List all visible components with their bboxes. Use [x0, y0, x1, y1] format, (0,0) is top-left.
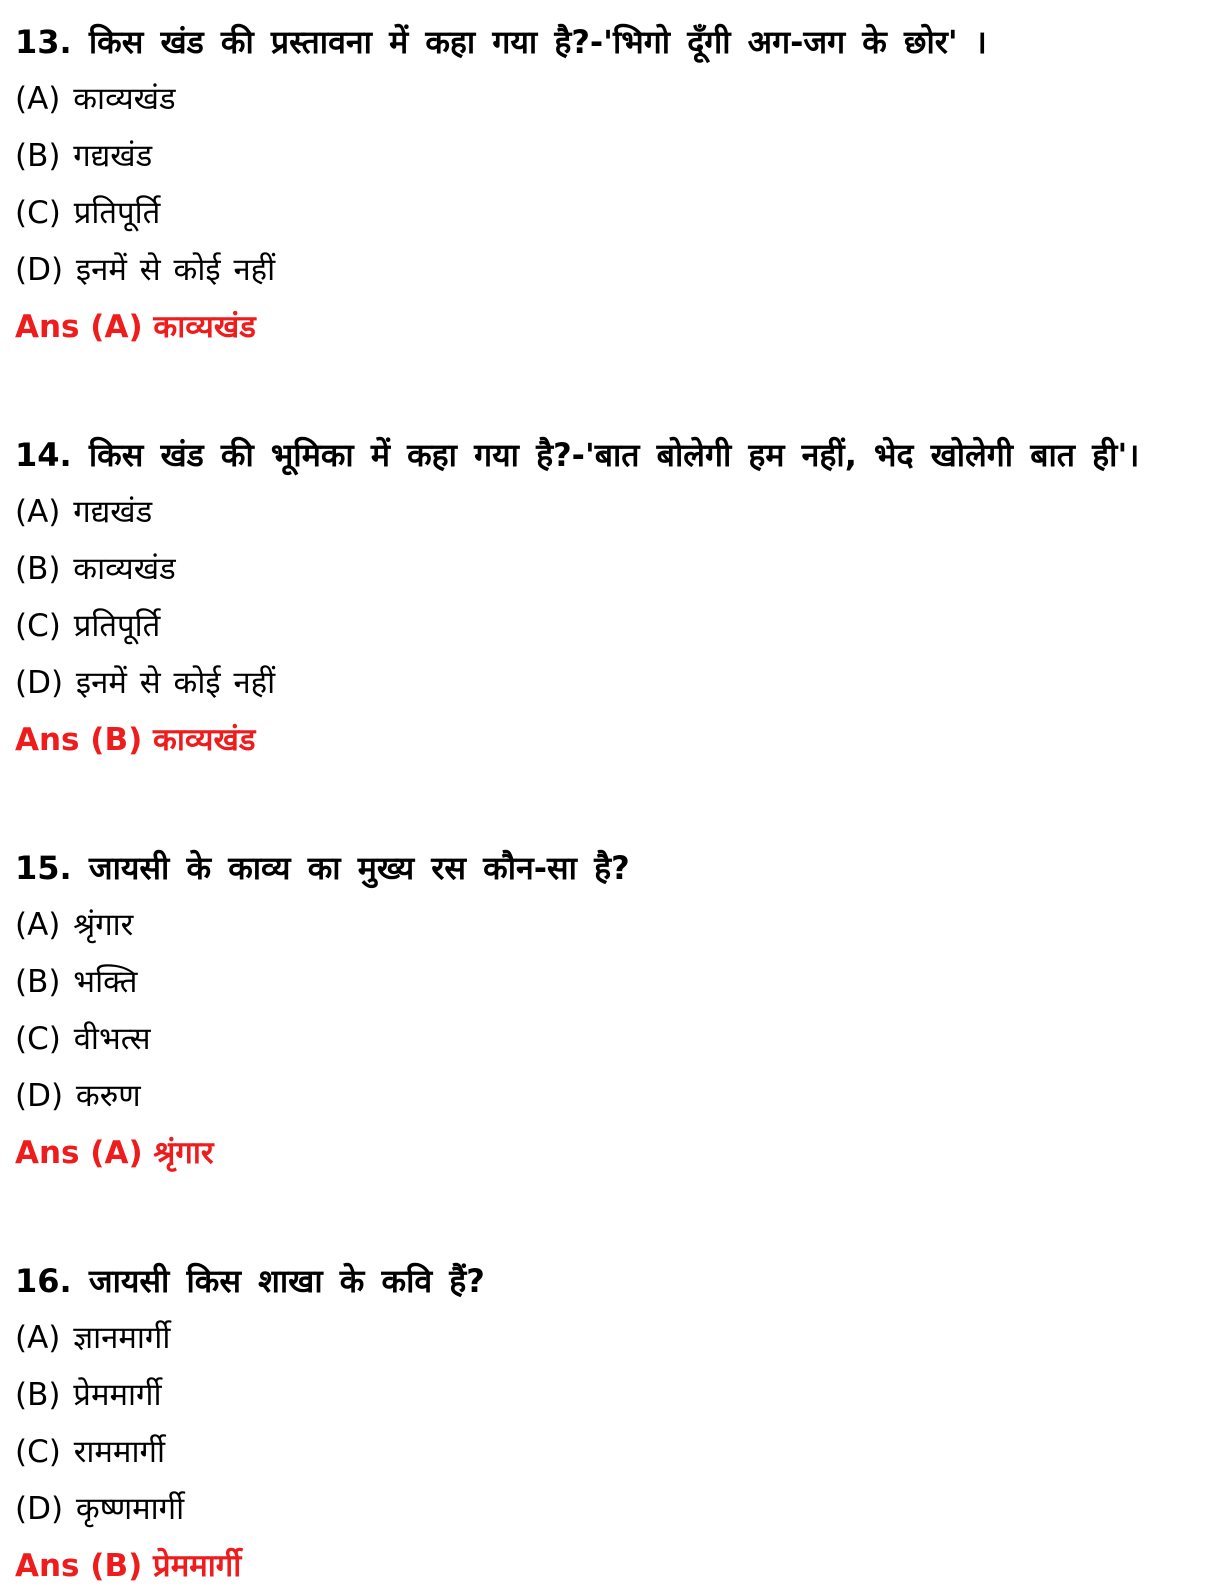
option-d: (D) इनमें से कोई नहीं: [15, 252, 276, 288]
option-c: (C) वीभत्स: [15, 1021, 151, 1057]
question-text: 14. किस खंड की भूमिका में कहा गया है?-'बात बोलेगी हम नहीं, भेद खोलेगी बात ही'।: [15, 436, 1140, 474]
answer-text: Ans (A) श्रृंगार: [15, 1135, 214, 1171]
option-b: (B) गद्यखंड: [15, 138, 153, 174]
spacer: [15, 769, 1224, 840]
question-block-14: [15, 427, 1224, 769]
option-a: (A) ज्ञानमार्गी: [15, 1320, 171, 1356]
option-a: (A) श्रृंगार: [15, 907, 134, 943]
option-c: (C) प्रतिपूर्ति: [15, 195, 161, 231]
question-text: 16. जायसी किस शाखा के कवि हैं?: [15, 1262, 485, 1300]
option-a: (A) गद्यखंड: [15, 494, 153, 530]
option-c: (C) राममार्गी: [15, 1434, 165, 1470]
option-c: (C) प्रतिपूर्ति: [15, 608, 161, 644]
option-d: (D) करुण: [15, 1078, 141, 1114]
spacer: [15, 356, 1224, 427]
option-a: (A) काव्यखंड: [15, 81, 176, 117]
option-d: (D) इनमें से कोई नहीं: [15, 665, 276, 701]
option-d: (D) कृष्णमार्गी: [15, 1491, 185, 1527]
question-text: 15. जायसी के काव्य का मुख्य रस कौन-सा है?: [15, 849, 630, 887]
question-text: 13. किस खंड की प्रस्तावना में कहा गया है?-'भिगो दूँगी अग-जग के छोर' ।: [15, 23, 987, 61]
answer-text: Ans (A) काव्यखंड: [15, 309, 256, 345]
question-block-13: [15, 14, 1224, 356]
quiz-page: [0, 14, 1224, 1584]
option-b: (B) भक्ति: [15, 964, 138, 1000]
answer-text: Ans (B) प्रेममार्गी: [15, 1548, 242, 1584]
question-block-16: [15, 1253, 1224, 1595]
question-block-15: [15, 840, 1224, 1182]
spacer: [15, 1182, 1224, 1253]
option-b: (B) प्रेममार्गी: [15, 1377, 162, 1413]
answer-text: Ans (B) काव्यखंड: [15, 722, 256, 758]
option-b: (B) काव्यखंड: [15, 551, 176, 587]
